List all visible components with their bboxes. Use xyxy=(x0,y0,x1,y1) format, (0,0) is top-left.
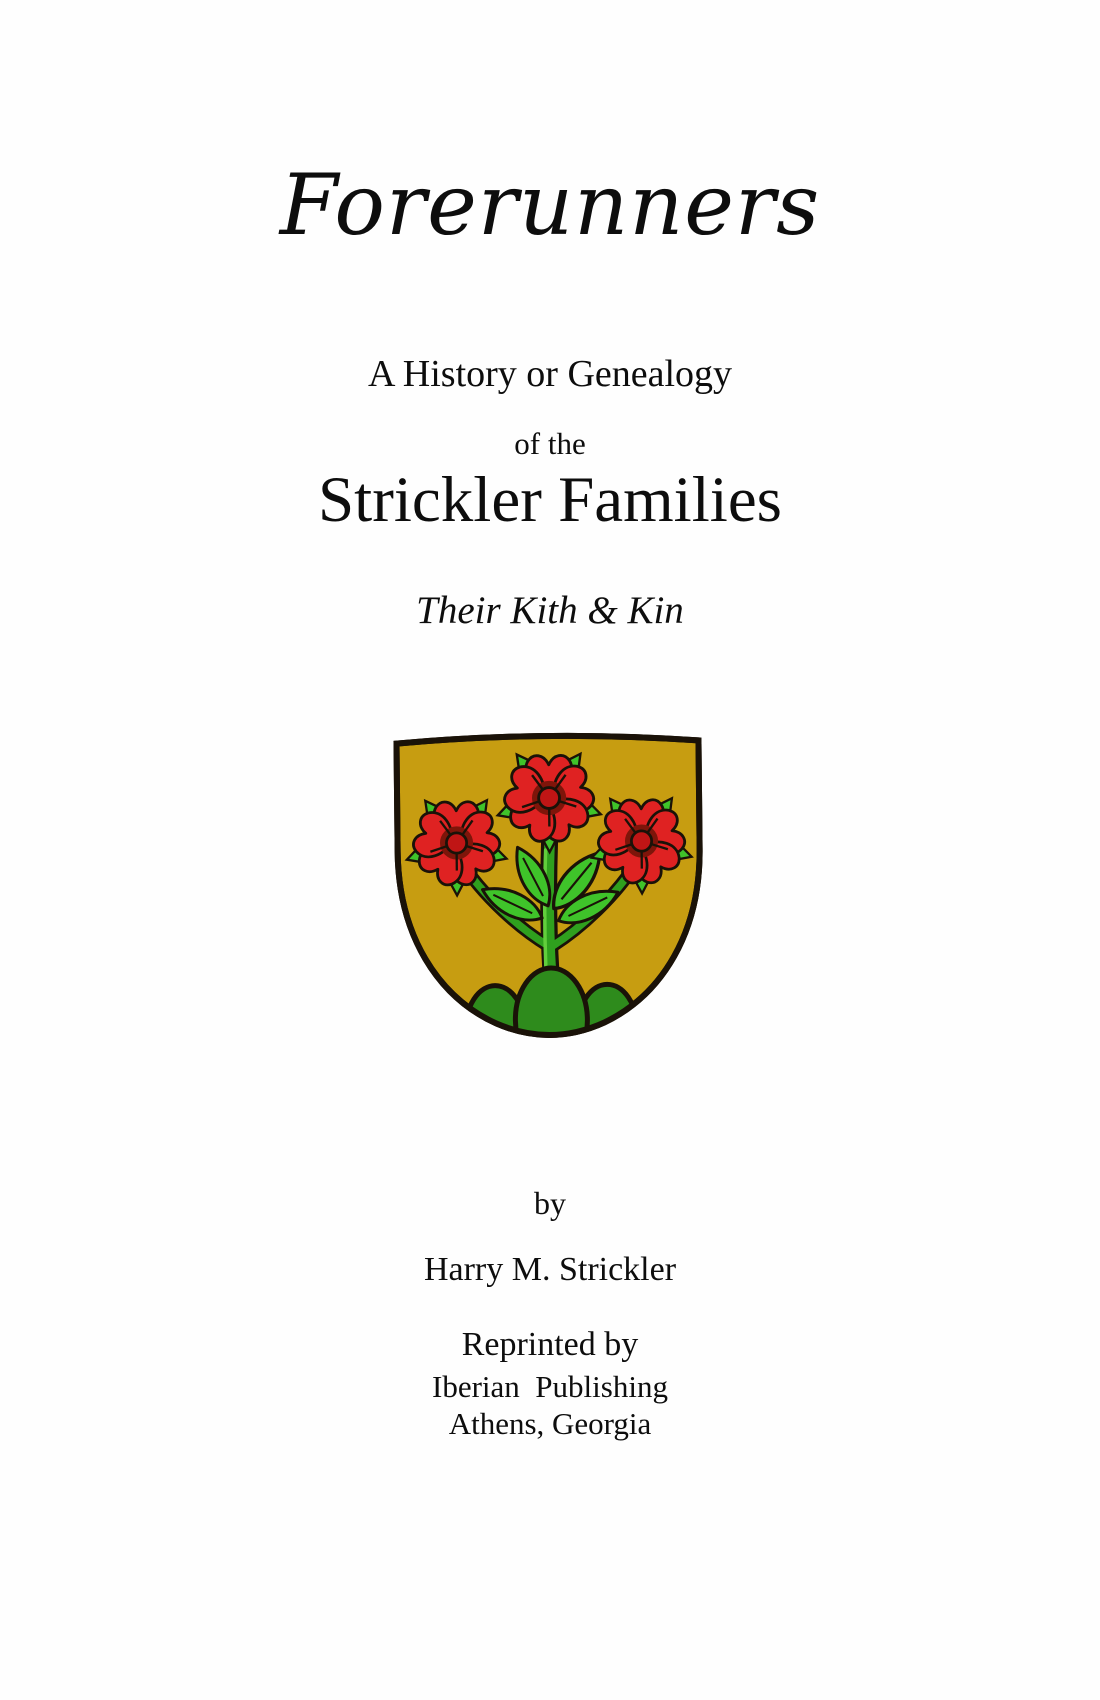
script-title: Forerunners xyxy=(279,156,821,254)
subtitle: A History or Genealogy xyxy=(367,353,733,395)
main-title: Strickler Families xyxy=(318,464,782,536)
publisher-name: Iberian Publishing xyxy=(432,1369,668,1404)
tagline: Their Kith & Kin xyxy=(416,589,684,632)
byline-label: by xyxy=(534,1185,566,1221)
author-name: Harry M. Strickler xyxy=(423,1251,677,1288)
coat-of-arms-icon xyxy=(388,729,709,1042)
subtitle-connector: of the xyxy=(514,426,586,461)
reprint-label: Reprinted by xyxy=(461,1326,639,1363)
publisher-location: Athens, Georgia xyxy=(448,1406,652,1441)
